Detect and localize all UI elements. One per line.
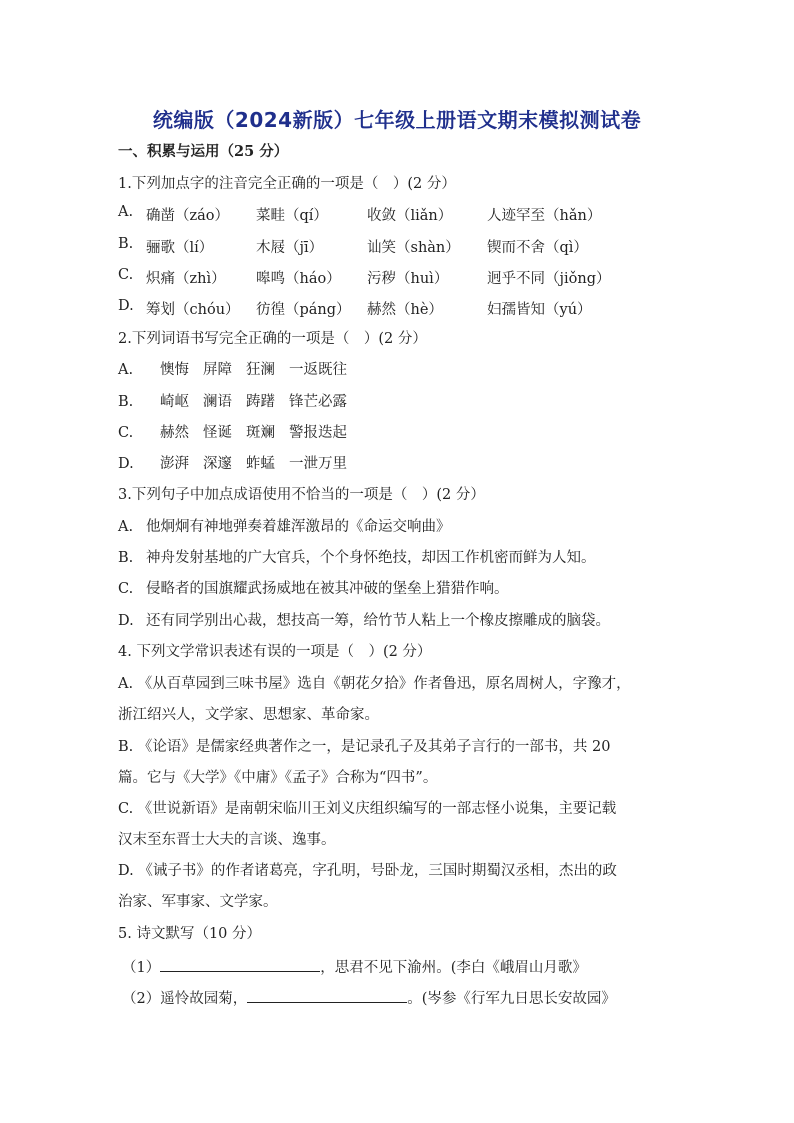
option-item: 嗥鸣（háo） — [256, 271, 341, 287]
section-heading: 一、积累与运用（25 分） — [118, 143, 289, 160]
answer-blank[interactable] — [247, 987, 407, 1003]
question-3-stem: 3.下列句子中加点成语使用不恰当的一项是（ ）(2 分） — [118, 487, 485, 503]
question-3-option-a — [118, 517, 451, 537]
option-label: D. — [118, 456, 134, 472]
option-word: 一泄万里 — [289, 456, 347, 472]
item-text: （2）遥怜故园菊， — [122, 991, 248, 1007]
option-item: 骊歌（lí） — [146, 240, 214, 256]
option-text: 侵略者的国旗耀武扬威地在被其冲破的堡垒上猎猎作响。 — [146, 581, 509, 597]
option-label: A. — [118, 204, 134, 220]
question-2-option-a — [118, 360, 361, 380]
question-5-stem: 5. 诗文默写（10 分） — [118, 926, 262, 942]
question-4-line: 汉末至东晋士大夫的言谈、逸事。 — [118, 832, 336, 848]
option-item: 菜畦（qí） — [256, 208, 328, 224]
option-word: 澎湃 — [160, 456, 189, 472]
option-word: 崎岖 — [160, 394, 189, 410]
question-3-option-c — [118, 579, 509, 599]
option-item: 筹划（chóu） — [146, 302, 240, 318]
question-4-line: D. 《诫子书》的作者诸葛亮，字孔明，号卧龙，三国时期蜀汉丞相，杰出的政 — [118, 863, 617, 879]
option-label: C. — [118, 267, 134, 283]
option-word: 怪诞 — [203, 425, 232, 441]
answer-blank[interactable] — [160, 956, 320, 972]
option-word: 踌躇 — [246, 394, 275, 410]
option-item: 迥乎不同（jiǒng） — [487, 271, 611, 287]
option-word: 斑斓 — [246, 425, 275, 441]
item-text: ，思君不见下渝州。(李白《峨眉山月歌》 — [320, 960, 587, 976]
item-number: （1） — [122, 960, 161, 976]
option-text: 他炯炯有神地弹奏着雄浑激昂的《命运交响曲》 — [146, 519, 451, 535]
option-word: 警报迭起 — [289, 425, 347, 441]
question-3-option-d — [118, 611, 610, 631]
option-item: 木屐（jī） — [256, 240, 324, 256]
option-label: C. — [118, 581, 134, 597]
option-text: 神舟发射基地的广大官兵，个个身怀绝技，却因工作机密而鲜为人知。 — [146, 550, 596, 566]
option-word: 一返既往 — [289, 362, 347, 378]
question-4-line: 篇。它与《大学》《中庸》《孟子》合称为“四书”。 — [118, 770, 438, 786]
question-5-item-1 — [122, 956, 587, 978]
option-item: 收敛（liǎn） — [367, 208, 453, 224]
question-2-option-b — [118, 392, 361, 412]
question-4-line: B. 《论语》是儒家经典著作之一，是记录孔子及其弟子言行的一部书，共 20 — [118, 739, 611, 755]
question-2-option-c — [118, 423, 361, 443]
question-1-stem: 1.下列加点字的注音完全正确的一项是（ ）(2 分） — [118, 176, 456, 192]
option-label: A. — [118, 519, 134, 535]
option-label: B. — [118, 236, 134, 252]
question-2-option-d — [118, 454, 361, 474]
option-word: 屏障 — [203, 362, 232, 378]
option-word: 蚱蜢 — [246, 456, 275, 472]
question-2-stem: 2.下列词语书写完全正确的一项是（ ）(2 分） — [118, 331, 427, 347]
option-word: 狂澜 — [246, 362, 275, 378]
question-4-line: A. 《从百草园到三味书屋》选自《朝花夕拾》作者鲁迅，原名周树人，字豫才， — [118, 676, 631, 692]
question-4-stem: 4. 下列文学常识表述有误的一项是（ ）(2 分） — [118, 644, 432, 660]
option-item: 确凿（záo） — [146, 208, 230, 224]
option-label: C. — [118, 425, 134, 441]
option-item: 赫然（hè） — [367, 302, 443, 318]
question-4-line: C. 《世说新语》是南朝宋临川王刘义庆组织编写的一部志怪小说集，主要记载 — [118, 801, 617, 817]
question-4-line: 治家、军事家、文学家。 — [118, 894, 278, 910]
question-3-option-b — [118, 548, 596, 568]
option-item: 妇孺皆知（yú） — [487, 302, 592, 318]
option-item: 讪笑（shàn） — [367, 240, 460, 256]
option-label: D. — [118, 298, 134, 314]
page-title: 统编版（2024新版）七年级上册语文期末模拟测试卷 — [152, 108, 642, 132]
option-text: 还有同学别出心裁，想技高一筹，给竹节人粘上一个橡皮擦雕成的脑袋。 — [146, 613, 610, 629]
question-4-line: 浙江绍兴人，文学家、思想家、革命家。 — [118, 707, 379, 723]
option-word: 深邃 — [203, 456, 232, 472]
option-item: 人迹罕至（hǎn） — [487, 208, 602, 224]
option-item: 锲而不舍（qì） — [487, 240, 588, 256]
option-item: 污秽（huì） — [367, 271, 449, 287]
item-text: 。(岑参《行军九日思长安故园》 — [407, 991, 616, 1007]
option-word: 澜语 — [203, 394, 232, 410]
option-word: 锋芒必露 — [289, 394, 347, 410]
option-item: 炽痛（zhì） — [146, 271, 226, 287]
question-5-item-2 — [122, 987, 616, 1009]
option-label: B. — [118, 394, 134, 410]
option-word: 懊悔 — [160, 362, 189, 378]
option-label: B. — [118, 550, 134, 566]
option-label: D. — [118, 613, 134, 629]
option-word: 赫然 — [160, 425, 189, 441]
option-label: A. — [118, 362, 134, 378]
option-item: 彷徨（páng） — [256, 302, 351, 318]
